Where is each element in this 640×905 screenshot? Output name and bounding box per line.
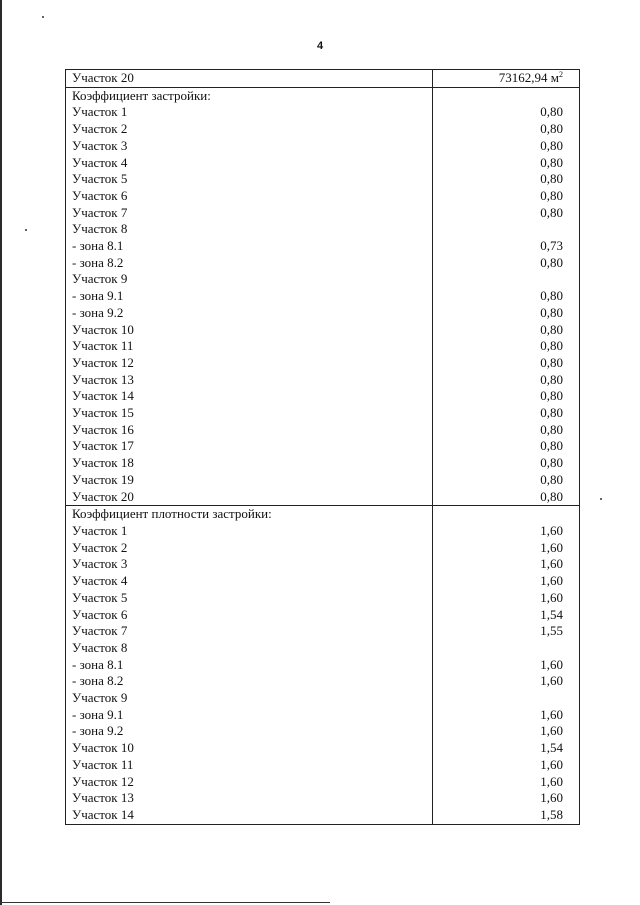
row-label: Участок 3 (66, 556, 433, 573)
row-value: 1,58 (433, 807, 580, 824)
row-value: 0,80 (433, 305, 580, 322)
row-value: 0,80 (433, 104, 580, 121)
row-label: - зона 9.2 (66, 723, 433, 740)
scan-speck (25, 229, 27, 231)
row-label: - зона 9.1 (66, 707, 433, 724)
row-label: Участок 10 (66, 740, 433, 757)
table-row (66, 338, 580, 355)
row-label: Участок 6 (66, 607, 433, 624)
row-value: 0,80 (433, 205, 580, 222)
table-row (66, 774, 580, 791)
table-row (66, 388, 580, 405)
table-row (66, 807, 580, 824)
table-row (66, 723, 580, 740)
row-label: Участок 15 (66, 405, 433, 422)
row-label: Участок 16 (66, 422, 433, 439)
row-label: Участок 8 (66, 221, 433, 238)
row-label: Участок 7 (66, 205, 433, 222)
row-value: 1,60 (433, 757, 580, 774)
row-label: Участок 4 (66, 155, 433, 172)
row-label: - зона 8.1 (66, 238, 433, 255)
section-title: Коэффициент плотности застройки: (66, 506, 433, 523)
row-label: Участок 12 (66, 355, 433, 372)
row-label: Участок 18 (66, 455, 433, 472)
row-label: - зона 9.1 (66, 288, 433, 305)
table-row (66, 455, 580, 472)
table-row (66, 138, 580, 155)
table-row (66, 171, 580, 188)
table-row (66, 355, 580, 372)
row-label: Участок 12 (66, 774, 433, 791)
row-label: Участок 9 (66, 690, 433, 707)
row-value: 0,80 (433, 121, 580, 138)
table-row (66, 438, 580, 455)
table-row (66, 121, 580, 138)
row-label: Участок 1 (66, 104, 433, 121)
row-value (433, 221, 580, 238)
row-value: 0,80 (433, 288, 580, 305)
table-row (66, 707, 580, 724)
row-label: Участок 8 (66, 640, 433, 657)
row-label: Участок 11 (66, 757, 433, 774)
row-value: 0,73 (433, 238, 580, 255)
parameters-table (65, 69, 580, 825)
row-label: Участок 14 (66, 807, 433, 824)
row-value: 1,55 (433, 623, 580, 640)
row-value: 0,80 (433, 438, 580, 455)
scan-speck (600, 498, 602, 500)
table-row (66, 205, 580, 222)
row-value: 0,80 (433, 338, 580, 355)
section-title-value-cell (433, 506, 580, 523)
row-value: 0,80 (433, 472, 580, 489)
section-title: Коэффициент застройки: (66, 87, 433, 104)
table-row (66, 322, 580, 339)
table-row (66, 523, 580, 540)
row-value: 1,60 (433, 556, 580, 573)
section-title-value-cell (433, 87, 580, 104)
row-label: Участок 3 (66, 138, 433, 155)
table-row (66, 540, 580, 557)
row-label: Участок 5 (66, 171, 433, 188)
row-label: Участок 17 (66, 438, 433, 455)
table-row (66, 188, 580, 205)
row-value: 0,80 (433, 355, 580, 372)
table-row (66, 623, 580, 640)
row-value: 1,60 (433, 523, 580, 540)
area-value-text: 73162,94 м (498, 70, 559, 85)
table-row (66, 305, 580, 322)
row-label: - зона 9.2 (66, 305, 433, 322)
row-label: Участок 20 (66, 489, 433, 506)
table-row (66, 472, 580, 489)
row-value: 0,80 (433, 455, 580, 472)
row-label: Участок 2 (66, 121, 433, 138)
table-row (66, 422, 580, 439)
row-label: Участок 4 (66, 573, 433, 590)
row-value: 1,60 (433, 790, 580, 807)
row-value: 1,60 (433, 540, 580, 557)
area-row (66, 70, 580, 88)
row-value: 1,60 (433, 573, 580, 590)
row-label: Участок 13 (66, 372, 433, 389)
row-value: 1,60 (433, 723, 580, 740)
table-row (66, 372, 580, 389)
row-value: 0,80 (433, 138, 580, 155)
row-value (433, 690, 580, 707)
row-label: - зона 8.2 (66, 673, 433, 690)
row-label: Участок 13 (66, 790, 433, 807)
row-label: - зона 8.1 (66, 657, 433, 674)
table-row (66, 757, 580, 774)
table-row (66, 271, 580, 288)
area-unit-superscript: 2 (559, 70, 563, 79)
area-row-label: Участок 20 (66, 70, 433, 88)
table-row (66, 489, 580, 506)
row-label: Участок 7 (66, 623, 433, 640)
row-label: Участок 1 (66, 523, 433, 540)
row-value: 0,80 (433, 388, 580, 405)
row-value: 0,80 (433, 405, 580, 422)
section-header-row (66, 87, 580, 104)
row-value: 0,80 (433, 171, 580, 188)
table-row (66, 104, 580, 121)
row-label: Участок 5 (66, 590, 433, 607)
row-value: 1,60 (433, 673, 580, 690)
row-value: 0,80 (433, 322, 580, 339)
row-value: 1,60 (433, 774, 580, 791)
row-label: Участок 14 (66, 388, 433, 405)
row-label: - зона 8.2 (66, 255, 433, 272)
table-row (66, 573, 580, 590)
row-value: 0,80 (433, 188, 580, 205)
row-value: 0,80 (433, 372, 580, 389)
row-value: 0,80 (433, 155, 580, 172)
table-row (66, 673, 580, 690)
page-number: 4 (316, 40, 324, 52)
row-label: Участок 9 (66, 271, 433, 288)
table-row (66, 255, 580, 272)
row-value: 1,60 (433, 707, 580, 724)
table-row (66, 221, 580, 238)
row-value: 1,60 (433, 657, 580, 674)
row-value: 0,80 (433, 422, 580, 439)
table-row (66, 155, 580, 172)
row-label: Участок 19 (66, 472, 433, 489)
table-row (66, 238, 580, 255)
table-row (66, 657, 580, 674)
scan-speck (42, 16, 44, 18)
table-row (66, 405, 580, 422)
row-label: Участок 2 (66, 540, 433, 557)
section-header-row (66, 506, 580, 523)
parameters-table-body (66, 70, 580, 825)
row-label: Участок 6 (66, 188, 433, 205)
row-value (433, 640, 580, 657)
row-value (433, 271, 580, 288)
row-value: 1,60 (433, 590, 580, 607)
table-row (66, 690, 580, 707)
row-value: 0,80 (433, 255, 580, 272)
page-left-edge (0, 0, 2, 905)
table-row (66, 790, 580, 807)
table-row (66, 740, 580, 757)
row-label: Участок 11 (66, 338, 433, 355)
table-row (66, 607, 580, 624)
table-row (66, 556, 580, 573)
row-value: 1,54 (433, 740, 580, 757)
row-label: Участок 10 (66, 322, 433, 339)
area-row-value (433, 70, 580, 88)
table-row (66, 590, 580, 607)
footer-rule (0, 902, 330, 903)
row-value: 0,80 (433, 489, 580, 506)
table-row (66, 288, 580, 305)
row-value: 1,54 (433, 607, 580, 624)
table-row (66, 640, 580, 657)
